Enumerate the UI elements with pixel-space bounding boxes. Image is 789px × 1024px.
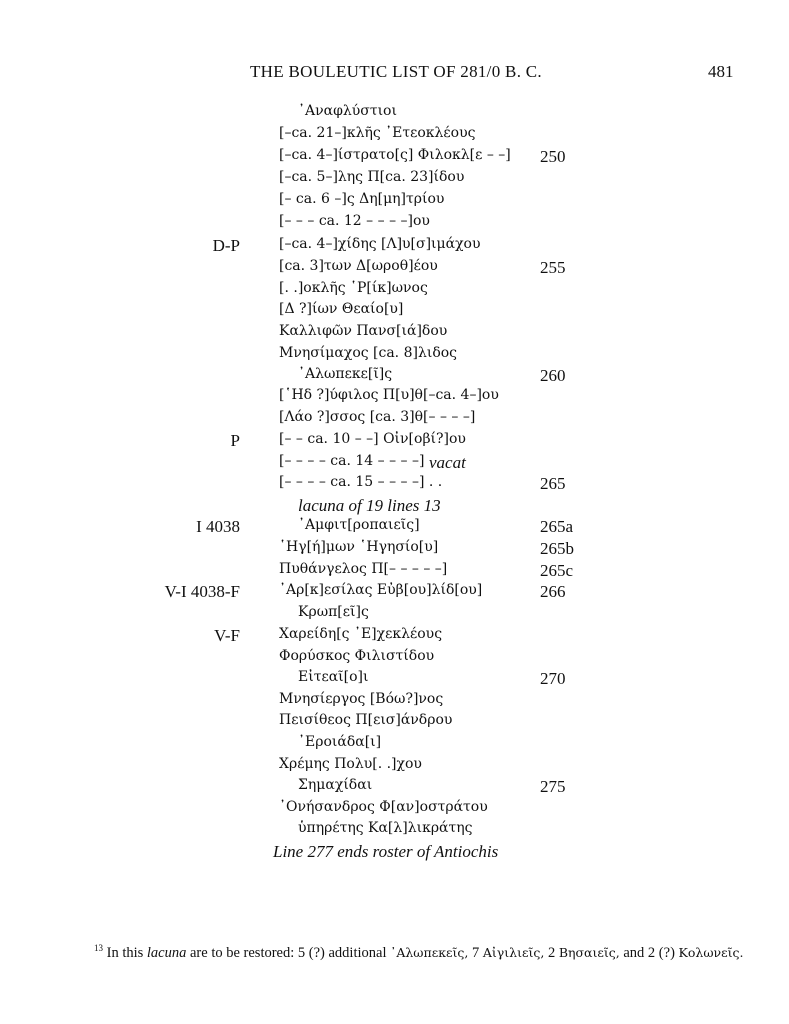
footnote-italic: lacuna [146, 944, 187, 961]
roster-entry: Πυθάνγελος Π[– – – – –] [279, 561, 448, 577]
roster-end-note: Line 277 ends roster of Antiochis [273, 842, 499, 861]
line-number: 270 [540, 669, 566, 688]
roster-row [0, 604, 789, 626]
roster-entry: [– – ca. 10 – –] Οἰν[οβί?]ου [279, 431, 466, 447]
roster-entry: ᾽Εροιάδα[ι] [298, 734, 382, 750]
line-number: 265b [540, 539, 574, 558]
line-number: 265c [540, 561, 574, 580]
roster-row [0, 236, 789, 258]
roster-entry: Πεισίθεος Π[εισ]άνδρου [279, 712, 453, 728]
roster-row [0, 777, 789, 799]
roster-entry: ᾽Αμφιτ[ροπαιεῖς] [298, 517, 420, 533]
roster-entry: [ca. 3]των Δ[ωροθ]έου [279, 258, 438, 274]
roster-row [0, 820, 789, 842]
roster-row [0, 496, 789, 518]
footnote-greek: Αἰγιλιεῖς, [482, 944, 545, 960]
line-number: 265 [540, 474, 566, 493]
footnote-text: and 2 (?) [623, 944, 675, 961]
roster-row [0, 517, 789, 539]
roster-entry: Εἰτεαῖ[ο]ι [298, 669, 369, 685]
roster-row [0, 734, 789, 756]
roster-entry: Φορύσκος Φιλιστίδου [279, 648, 435, 664]
roster-entry: [. .]οκλῆς ῾Ρ[ίκ]ωνος [279, 280, 428, 296]
roster-row [0, 453, 789, 475]
roster-entry: Κρωπ[εῖ]ς [298, 604, 369, 620]
roster-row [0, 103, 789, 125]
roster-entry: [–ca. 4–]χίδης [Λ]υ[σ]ιμάχου [279, 236, 481, 252]
margin-label: P [230, 431, 240, 450]
roster-row [0, 626, 789, 648]
footnote-text: are to be restored: 5 (?) additional [190, 944, 387, 961]
footnote [94, 937, 754, 964]
roster-entry: [–ca. 21–]κλῆς ᾽Ετεοκλέους [279, 125, 476, 141]
roster-entry: ῾Ηγ[ή]μων ῾Ηγησίο[υ] [279, 539, 439, 555]
footnote-marker: 13 [94, 943, 103, 953]
roster-entry: [– – – – ca. 15 – – – –] . . [279, 474, 443, 490]
roster-entry: Καλλιφῶν Πανσ[ιά]δου [279, 323, 448, 339]
roster-row [0, 691, 789, 713]
roster-row [0, 366, 789, 388]
margin-label: I 4038 [196, 517, 240, 536]
margin-label: V-I 4038-F [164, 582, 240, 601]
roster-row [0, 191, 789, 213]
roster-row [0, 669, 789, 691]
roster-row [0, 474, 789, 496]
roster-entry: [Λάο ?]σσος [ca. 3]θ[– – – –] [279, 409, 476, 425]
roster-row [0, 345, 789, 367]
roster-row [0, 799, 789, 821]
roster-row [0, 648, 789, 670]
footnote-text: 2 [547, 944, 556, 961]
line-number: 265a [540, 517, 574, 536]
roster-row [0, 258, 789, 280]
footnote-text: 7 [471, 944, 480, 961]
roster-entry: [– – – – ca. 14 – – – –] [279, 453, 425, 469]
vacat-note: vacat [429, 453, 466, 472]
roster-row [0, 582, 789, 604]
roster-entry: [– ca. 6 –]ς Δη[μη]τρίου [279, 191, 445, 207]
footnote-greek: Κολωνεῖς. [678, 944, 744, 960]
margin-label: D-P [212, 236, 240, 255]
roster-entry: [῾Ηδ ?]ύφιλος Π[υ]θ[–ca. 4–]ου [279, 387, 499, 403]
roster-row [0, 213, 789, 235]
line-number: 260 [540, 366, 566, 385]
line-number: 275 [540, 777, 566, 796]
lacuna-note: lacuna of 19 lines 13 [298, 496, 441, 515]
roster-row [0, 169, 789, 191]
roster-entry: Μνησίεργος [Βόω?]νος [279, 691, 444, 707]
roster-row [0, 387, 789, 409]
roster-row [0, 539, 789, 561]
roster-row [0, 301, 789, 323]
roster-row [0, 125, 789, 147]
roster-entry: Σημαχίδαι [298, 777, 373, 793]
roster-entry: ᾽Αλωπεκε[ῖ]ς [298, 366, 393, 382]
roster-row [0, 561, 789, 583]
roster-row [0, 323, 789, 345]
roster-entry: [Δ ?]ίων Θεαίο[υ] [279, 301, 404, 317]
line-number: 250 [540, 147, 566, 166]
roster-entry: Χρέμης Πολυ[. .]χου [279, 756, 422, 772]
roster-entry: [–ca. 5–]λης Π[ca. 23]ίδου [279, 169, 465, 185]
roster-row [0, 409, 789, 431]
roster-row [0, 712, 789, 734]
page-number: 481 [708, 62, 734, 81]
footnote-greek: Βησαιεῖς, [558, 944, 620, 960]
roster-entry: ᾽Αρ[κ]εσίλας Εὐβ[ου]λίδ[ου] [279, 582, 483, 598]
roster-entry: Μνησίμαχος [ca. 8]λιδος [279, 345, 458, 361]
roster-row [0, 756, 789, 778]
roster-entry: ᾽Ονήσανδρος Φ[αν]οστράτου [279, 799, 488, 815]
roster-row [0, 431, 789, 453]
line-number: 266 [540, 582, 566, 601]
margin-label: V-F [214, 626, 240, 645]
roster-row [0, 280, 789, 302]
roster-entry: ᾽Αναφλύστιοι [298, 103, 397, 119]
line-number: 255 [540, 258, 566, 277]
footnote-text: In this [106, 944, 144, 961]
roster-entry: Χαρείδη[ς ᾽Ε]χεκλέους [279, 626, 443, 642]
roster-entry: [– – – ca. 12 – – – –]ου [279, 213, 430, 229]
running-head-title: THE BOULEUTIC LIST OF 281/0 B. C. [250, 62, 542, 81]
roster-entry: ὑπηρέτης Κα[λ]λικράτης [298, 820, 473, 836]
roster-row [0, 842, 789, 864]
roster-entry: [–ca. 4–]ίστρατο[ς] Φιλοκλ[ε – –] [279, 147, 511, 163]
roster-row [0, 147, 789, 169]
footnote-greek: ᾽Αλωπεκεῖς, [390, 944, 469, 960]
